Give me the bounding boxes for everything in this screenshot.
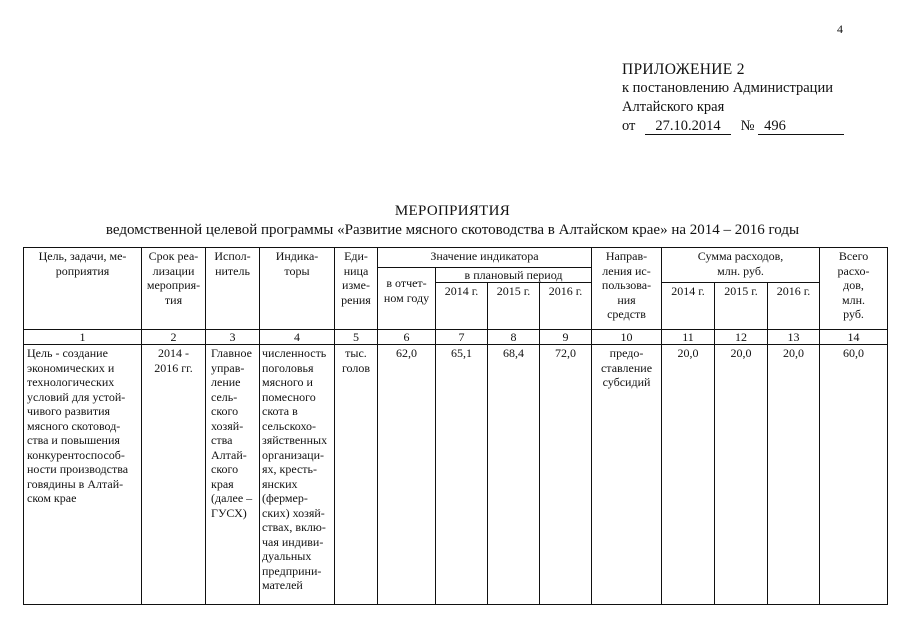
- cell-term: 2014 - 2016 гг.: [142, 345, 206, 605]
- column-number: 3: [206, 330, 260, 345]
- appendix-block: [622, 60, 844, 136]
- header-term: Срок реа- лизации мероприя- тия: [142, 248, 206, 330]
- cell-plan-2015: 68,4: [488, 345, 540, 605]
- header-indicators: Индика- торы: [260, 248, 335, 330]
- header-exp-2014: 2014 г.: [662, 283, 715, 330]
- header-plan-2015: 2015 г.: [488, 283, 540, 330]
- column-number: 7: [436, 330, 488, 345]
- cell-reporting-year: 62,0: [378, 345, 436, 605]
- header-reporting-year: в отчет- ном году: [378, 268, 436, 330]
- header-exp-2015: 2015 г.: [715, 283, 768, 330]
- header-executor: Испол- нитель: [206, 248, 260, 330]
- date-prefix: от: [622, 118, 636, 134]
- header-plan-2016: 2016 г.: [540, 283, 592, 330]
- appendix-date-line: [622, 117, 844, 136]
- column-number: 10: [592, 330, 662, 345]
- header-goal: Цель, задачи, ме- роприятия: [24, 248, 142, 330]
- cell-goal: Цель - создание экономических и технологических условий для устой- чивого развития мясного скотовод- ства и повышения конкурентоспособ- ности производства говядины в Алтай- ском крае: [24, 345, 142, 605]
- cell-plan-2016: 72,0: [540, 345, 592, 605]
- cell-executor: Главное управ- ление сель- ского хозяй- ства Алтай- ского края (далее – ГУСХ): [206, 345, 260, 605]
- measures-table: [23, 247, 888, 605]
- document-subtitle: ведомственной целевой программы «Развитие мясного скотоводства в Алтайском крае» на 2014 – 2016 годы: [105, 222, 800, 238]
- document-title: МЕРОПРИЯТИЯ: [394, 203, 511, 219]
- column-number: 12: [715, 330, 768, 345]
- column-number: 1: [24, 330, 142, 345]
- header-exp-2016: 2016 г.: [768, 283, 820, 330]
- cell-unit: тыс. голов: [335, 345, 378, 605]
- decree-date: 27.10.2014: [645, 119, 731, 135]
- header-unit: Еди- ница изме- рения: [335, 248, 378, 330]
- page-number: 4: [837, 22, 843, 36]
- header-planned-period: в плановый период: [436, 268, 592, 283]
- header-plan-2014: 2014 г.: [436, 283, 488, 330]
- number-sign: №: [740, 118, 755, 134]
- column-number: 14: [820, 330, 888, 345]
- cell-exp-2015: 20,0: [715, 345, 768, 605]
- cell-exp-2016: 20,0: [768, 345, 820, 605]
- cell-plan-2014: 65,1: [436, 345, 488, 605]
- decree-number: 496: [758, 119, 844, 135]
- column-number: 2: [142, 330, 206, 345]
- column-numbers-row: [24, 330, 888, 345]
- header-row-1: [24, 248, 888, 268]
- appendix-line-2: Алтайского края: [622, 99, 725, 115]
- appendix-line-1: к постановлению Администрации: [622, 80, 833, 96]
- header-total: Всего расхо- дов, млн. руб.: [820, 248, 888, 330]
- header-indicator-value: Значение индикатора: [378, 248, 592, 268]
- table-row: [24, 345, 888, 605]
- column-number: 13: [768, 330, 820, 345]
- header-direction: Направ- ления ис- пользова- ния средств: [592, 248, 662, 330]
- cell-direction: предо- ставление субсидий: [592, 345, 662, 605]
- cell-indicator: численность поголовья мясного и помесного скота в сельскохо- зяйственных организаци- ях, кресть- янских (фермер- ских) хозяй- ствах, вклю- чая индиви- дуальных предприни- мателей: [260, 345, 335, 605]
- column-number: 6: [378, 330, 436, 345]
- column-number: 9: [540, 330, 592, 345]
- column-number: 5: [335, 330, 378, 345]
- cell-exp-2014: 20,0: [662, 345, 715, 605]
- header-expenses: Сумма расходов, млн. руб.: [662, 248, 820, 283]
- appendix-title: ПРИЛОЖЕНИЕ 2: [622, 61, 745, 78]
- column-number: 8: [488, 330, 540, 345]
- column-number: 11: [662, 330, 715, 345]
- column-number: 4: [260, 330, 335, 345]
- cell-total: 60,0: [820, 345, 888, 605]
